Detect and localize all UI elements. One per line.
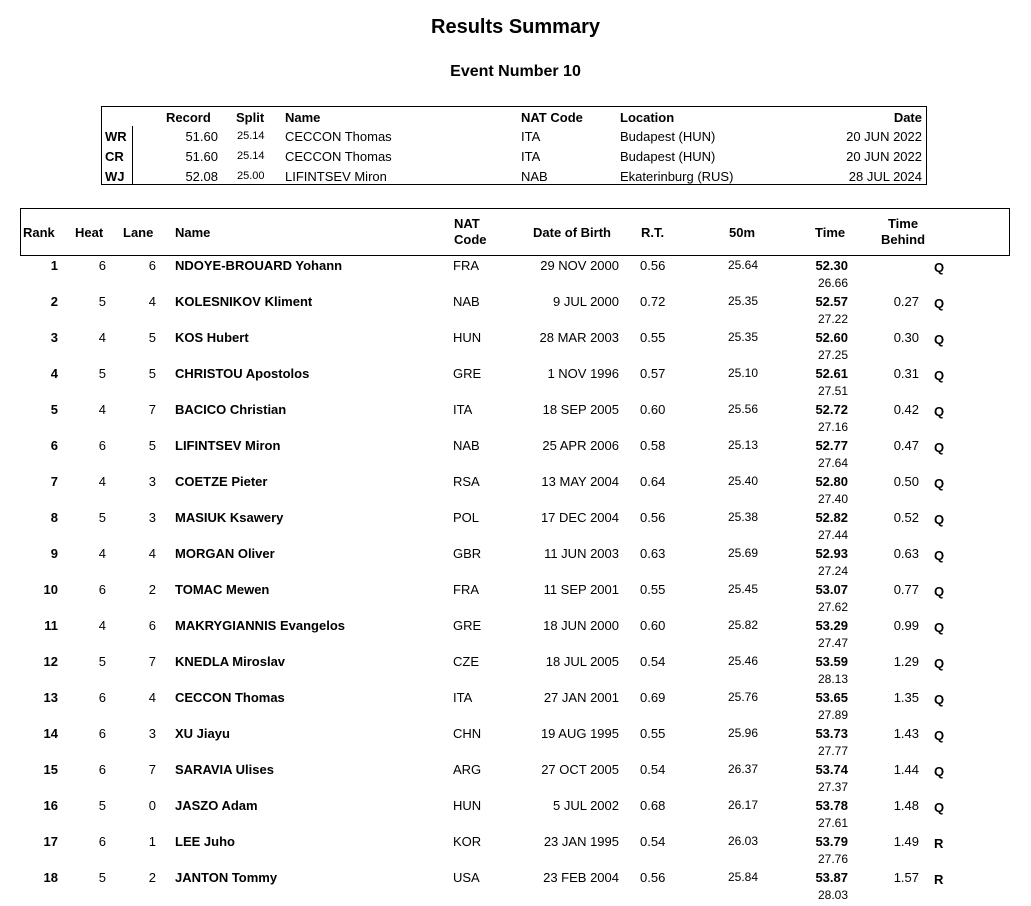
- athlete-name: JANTON Tommy: [175, 870, 278, 885]
- nat-code-cell: GBR: [453, 546, 482, 561]
- qualification-mark: R: [934, 836, 944, 851]
- split-second-50-cell: 27.22: [817, 312, 848, 326]
- reaction-time-cell: 0.56: [640, 258, 666, 273]
- record-date: 28 JUL 2024: [848, 169, 922, 184]
- split-second-50-cell: 27.40: [817, 492, 848, 506]
- date-of-birth-cell: 27 OCT 2005: [541, 762, 619, 777]
- result-row: [0, 798, 1031, 834]
- lane-cell: 7: [148, 402, 156, 417]
- record-holder: LIFINTSEV Miron: [285, 169, 387, 184]
- result-row: [0, 546, 1031, 582]
- athlete-name: JASZO Adam: [175, 798, 258, 813]
- split-second-50-cell: 27.76: [817, 852, 848, 866]
- heat-cell: 6: [98, 834, 106, 849]
- time-behind-cell: 0.27: [893, 294, 919, 309]
- result-row: [0, 474, 1031, 510]
- nat-code-cell: NAB: [453, 438, 480, 453]
- qualification-mark: Q: [934, 512, 945, 527]
- split-second-50-cell: 27.16: [817, 420, 848, 434]
- record-time: 51.60: [185, 149, 218, 164]
- lane-cell: 0: [148, 798, 156, 813]
- lane-cell: 4: [148, 294, 156, 309]
- split-50m-cell: 25.46: [727, 654, 758, 668]
- lane-cell: 4: [148, 690, 156, 705]
- record-date: 20 JUN 2022: [846, 149, 922, 164]
- reaction-time-cell: 0.63: [640, 546, 666, 561]
- athlete-name: KOLESNIKOV Kliment: [175, 294, 313, 309]
- athlete-name: MORGAN Oliver: [175, 546, 275, 561]
- reaction-time-cell: 0.64: [640, 474, 666, 489]
- rank-cell: 3: [50, 330, 58, 345]
- record-location: Ekaterinburg (RUS): [620, 169, 734, 184]
- heat-cell: 4: [98, 402, 106, 417]
- heat-cell: 5: [98, 798, 106, 813]
- time-behind-cell: 0.31: [893, 366, 919, 381]
- qualification-mark: Q: [934, 656, 945, 671]
- record-code: WR: [105, 129, 127, 144]
- date-of-birth-cell: 11 JUN 2003: [544, 546, 619, 561]
- lane-cell: 6: [148, 618, 156, 633]
- col-50m: 50m: [729, 225, 756, 240]
- heat-cell: 6: [98, 258, 106, 273]
- reaction-time-cell: 0.54: [640, 762, 666, 777]
- heat-cell: 5: [98, 870, 106, 885]
- final-time-cell: 52.61: [815, 366, 848, 381]
- qualification-mark: Q: [934, 764, 945, 779]
- time-behind-cell: 0.42: [893, 402, 919, 417]
- qualification-mark: Q: [934, 260, 945, 275]
- time-behind-cell: 1.49: [893, 834, 919, 849]
- reaction-time-cell: 0.54: [640, 654, 666, 669]
- qualification-mark: Q: [934, 584, 945, 599]
- page-title: Results Summary: [431, 16, 600, 38]
- split-50m-cell: 25.10: [727, 366, 758, 380]
- heat-cell: 5: [98, 366, 106, 381]
- split-50m-cell: 26.03: [727, 834, 758, 848]
- split-50m-cell: 25.76: [727, 690, 758, 704]
- date-of-birth-cell: 9 JUL 2000: [552, 294, 619, 309]
- time-behind-cell: 0.30: [893, 330, 919, 345]
- time-behind-cell: 0.47: [893, 438, 919, 453]
- qualification-mark: Q: [934, 728, 945, 743]
- qualification-mark: Q: [934, 440, 945, 455]
- time-behind-cell: 1.57: [893, 870, 919, 885]
- nat-code-cell: NAB: [453, 294, 480, 309]
- nat-code-cell: HUN: [453, 798, 482, 813]
- final-time-cell: 52.93: [815, 546, 848, 561]
- result-row: [0, 582, 1031, 618]
- event-number: Event Number 10: [450, 63, 581, 80]
- date-of-birth-cell: 25 APR 2006: [542, 438, 619, 453]
- qualification-mark: Q: [934, 548, 945, 563]
- final-time-cell: 52.57: [815, 294, 848, 309]
- qualification-mark: Q: [934, 476, 945, 491]
- rank-cell: 8: [50, 510, 58, 525]
- reaction-time-cell: 0.60: [640, 618, 666, 633]
- final-time-cell: 53.07: [815, 582, 848, 597]
- final-time-cell: 52.60: [815, 330, 848, 345]
- col-time: Time: [815, 225, 846, 240]
- heat-cell: 4: [98, 546, 106, 561]
- results-header: [20, 208, 1010, 256]
- nat-code-cell: POL: [453, 510, 480, 525]
- nat-code-cell: CZE: [453, 654, 479, 669]
- split-50m-cell: 25.38: [727, 510, 758, 524]
- athlete-name: BACICO Christian: [175, 402, 287, 417]
- reaction-time-cell: 0.69: [640, 690, 666, 705]
- result-row: [0, 762, 1031, 798]
- nat-code-cell: ITA: [453, 402, 473, 417]
- record-nat: NAB: [521, 169, 548, 184]
- split-50m-cell: 26.17: [727, 798, 758, 812]
- result-row: [0, 726, 1031, 762]
- heat-cell: 5: [98, 654, 106, 669]
- qualification-mark: Q: [934, 332, 945, 347]
- split-50m-cell: 25.35: [727, 330, 758, 344]
- rank-cell: 2: [50, 294, 58, 309]
- rank-cell: 16: [43, 798, 58, 813]
- reaction-time-cell: 0.68: [640, 798, 666, 813]
- nat-code-cell: ITA: [453, 690, 473, 705]
- final-time-cell: 53.87: [815, 870, 848, 885]
- qualification-mark: Q: [934, 296, 945, 311]
- col-heat: Heat: [75, 225, 104, 240]
- split-second-50-cell: 27.89: [817, 708, 848, 722]
- rank-cell: 12: [43, 654, 58, 669]
- rank-cell: 18: [43, 870, 58, 885]
- athlete-name: KOS Hubert: [175, 330, 249, 345]
- col-name: Name: [175, 225, 211, 240]
- qualification-mark: Q: [934, 620, 945, 635]
- reaction-time-cell: 0.55: [640, 330, 666, 345]
- rank-cell: 11: [44, 618, 58, 633]
- split-50m-cell: 25.69: [727, 546, 758, 560]
- date-of-birth-cell: 18 JUL 2005: [545, 654, 619, 669]
- col-lane: Lane: [123, 225, 154, 240]
- heat-cell: 5: [98, 510, 106, 525]
- record-row: [102, 169, 926, 189]
- nat-code-cell: CHN: [453, 726, 482, 741]
- reaction-time-cell: 0.60: [640, 402, 666, 417]
- date-of-birth-cell: 11 SEP 2001: [543, 582, 619, 597]
- record-split: 25.14: [237, 150, 265, 162]
- rank-cell: 9: [50, 546, 58, 561]
- final-time-cell: 53.79: [815, 834, 848, 849]
- reaction-time-cell: 0.55: [640, 726, 666, 741]
- final-time-cell: 52.80: [815, 474, 848, 489]
- athlete-name: COETZE Pieter: [175, 474, 268, 489]
- final-time-cell: 53.59: [815, 654, 848, 669]
- result-row: [0, 438, 1031, 474]
- record-row: [102, 129, 926, 149]
- records-table: [101, 106, 927, 185]
- heat-cell: 6: [98, 582, 106, 597]
- date-of-birth-cell: 17 DEC 2004: [540, 510, 619, 525]
- record-code: WJ: [105, 169, 125, 184]
- nat-code-cell: FRA: [453, 258, 479, 273]
- result-row: [0, 654, 1031, 690]
- result-row: [0, 690, 1031, 726]
- date-of-birth-cell: 5 JUL 2002: [552, 798, 619, 813]
- athlete-name: MAKRYGIANNIS Evangelos: [175, 618, 345, 633]
- athlete-name: SARAVIA Ulises: [175, 762, 274, 777]
- lane-cell: 2: [148, 582, 156, 597]
- col-behind-line1: Time: [887, 216, 919, 231]
- rank-cell: 1: [50, 258, 58, 273]
- heat-cell: 4: [98, 474, 106, 489]
- lane-cell: 5: [148, 366, 156, 381]
- date-of-birth-cell: 29 NOV 2000: [540, 258, 619, 273]
- date-of-birth-cell: 28 MAR 2003: [539, 330, 619, 345]
- qualification-mark: Q: [934, 692, 945, 707]
- time-behind-cell: 0.50: [893, 474, 919, 489]
- heat-cell: 6: [98, 438, 106, 453]
- heat-cell: 4: [98, 330, 106, 345]
- records-col-nat: NAT Code: [521, 110, 583, 125]
- split-second-50-cell: 27.64: [817, 456, 848, 470]
- date-of-birth-cell: 19 AUG 1995: [540, 726, 619, 741]
- nat-code-cell: RSA: [453, 474, 480, 489]
- split-50m-cell: 25.45: [727, 582, 758, 596]
- split-second-50-cell: 27.51: [817, 384, 848, 398]
- split-second-50-cell: 27.77: [817, 744, 848, 758]
- split-50m-cell: 25.13: [727, 438, 758, 452]
- nat-code-cell: ARG: [453, 762, 482, 777]
- lane-cell: 4: [148, 546, 156, 561]
- col-nat-line1: NAT: [454, 216, 480, 231]
- final-time-cell: 53.65: [815, 690, 848, 705]
- reaction-time-cell: 0.54: [640, 834, 666, 849]
- split-second-50-cell: 27.24: [817, 564, 848, 578]
- time-behind-cell: 1.35: [893, 690, 919, 705]
- qualification-mark: R: [934, 872, 944, 887]
- split-second-50-cell: 27.25: [817, 348, 848, 362]
- split-second-50-cell: 27.62: [817, 600, 848, 614]
- final-time-cell: 52.82: [815, 510, 848, 525]
- record-nat: ITA: [521, 129, 541, 144]
- record-row: [102, 149, 926, 169]
- date-of-birth-cell: 23 FEB 2004: [543, 870, 619, 885]
- athlete-name: KNEDLA Miroslav: [175, 654, 286, 669]
- records-col-location: Location: [620, 110, 675, 125]
- col-dob: Date of Birth: [533, 225, 611, 240]
- split-50m-cell: 25.56: [727, 402, 758, 416]
- date-of-birth-cell: 23 JAN 1995: [543, 834, 619, 849]
- nat-code-cell: GRE: [453, 366, 482, 381]
- rank-cell: 10: [43, 582, 58, 597]
- lane-cell: 5: [148, 330, 156, 345]
- reaction-time-cell: 0.58: [640, 438, 666, 453]
- time-behind-cell: 0.99: [893, 618, 919, 633]
- result-row: [0, 258, 1031, 294]
- record-split: 25.14: [237, 130, 265, 142]
- record-holder: CECCON Thomas: [285, 149, 392, 164]
- heat-cell: 4: [98, 618, 106, 633]
- rank-cell: 7: [50, 474, 58, 489]
- split-second-50-cell: 27.61: [817, 816, 848, 830]
- result-row: [0, 366, 1031, 402]
- final-time-cell: 52.72: [815, 402, 848, 417]
- record-location: Budapest (HUN): [620, 149, 716, 164]
- col-time-behind: [871, 216, 935, 248]
- nat-code-cell: KOR: [453, 834, 482, 849]
- time-behind-cell: 1.29: [893, 654, 919, 669]
- time-behind-cell: 1.48: [893, 798, 919, 813]
- split-50m-cell: 25.35: [727, 294, 758, 308]
- record-split: 25.00: [237, 170, 265, 182]
- athlete-name: NDOYE-BROUARD Yohann: [175, 258, 343, 273]
- reaction-time-cell: 0.56: [640, 870, 666, 885]
- nat-code-cell: USA: [453, 870, 480, 885]
- result-row: [0, 834, 1031, 870]
- time-behind-cell: 0.63: [893, 546, 919, 561]
- split-second-50-cell: 27.47: [817, 636, 848, 650]
- col-rt: R.T.: [641, 225, 665, 240]
- col-nat-line2: Code: [454, 232, 487, 247]
- lane-cell: 7: [148, 654, 156, 669]
- time-behind-cell: 1.43: [893, 726, 919, 741]
- record-time: 52.08: [185, 169, 218, 184]
- record-holder: CECCON Thomas: [285, 129, 392, 144]
- split-50m-cell: 25.96: [727, 726, 758, 740]
- time-behind-cell: 0.77: [893, 582, 919, 597]
- split-second-50-cell: 27.44: [817, 528, 848, 542]
- qualification-mark: Q: [934, 404, 945, 419]
- athlete-name: LEE Juho: [175, 834, 235, 849]
- date-of-birth-cell: 13 MAY 2004: [541, 474, 619, 489]
- final-time-cell: 52.30: [815, 258, 848, 273]
- rank-cell: 14: [43, 726, 58, 741]
- athlete-name: TOMAC Mewen: [175, 582, 270, 597]
- reaction-time-cell: 0.55: [640, 582, 666, 597]
- athlete-name: CECCON Thomas: [175, 690, 285, 705]
- records-col-record: Record: [166, 110, 211, 125]
- lane-cell: 2: [148, 870, 156, 885]
- records-col-split: Split: [236, 110, 265, 125]
- split-second-50-cell: 27.37: [817, 780, 848, 794]
- rank-cell: 5: [50, 402, 58, 417]
- final-time-cell: 53.73: [815, 726, 848, 741]
- heat-cell: 6: [98, 690, 106, 705]
- col-nat-code: [454, 216, 487, 248]
- result-row: [0, 402, 1031, 438]
- nat-code-cell: HUN: [453, 330, 482, 345]
- split-second-50-cell: 26.66: [817, 276, 848, 290]
- rank-cell: 6: [50, 438, 58, 453]
- reaction-time-cell: 0.72: [640, 294, 666, 309]
- final-time-cell: 52.77: [815, 438, 848, 453]
- time-behind-cell: 0.52: [893, 510, 919, 525]
- final-time-cell: 53.78: [815, 798, 848, 813]
- record-code: CR: [105, 149, 124, 164]
- lane-cell: 6: [148, 258, 156, 273]
- record-date: 20 JUN 2022: [846, 129, 922, 144]
- rank-cell: 15: [43, 762, 58, 777]
- record-nat: ITA: [521, 149, 541, 164]
- col-behind-line2: Behind: [880, 232, 926, 247]
- athlete-name: XU Jiayu: [175, 726, 230, 741]
- date-of-birth-cell: 27 JAN 2001: [543, 690, 619, 705]
- qualification-mark: Q: [934, 800, 945, 815]
- date-of-birth-cell: 1 NOV 1996: [547, 366, 619, 381]
- result-row: [0, 330, 1031, 366]
- heat-cell: 5: [98, 294, 106, 309]
- col-rank: Rank: [23, 225, 55, 240]
- nat-code-cell: GRE: [453, 618, 482, 633]
- result-row: [0, 294, 1031, 330]
- date-of-birth-cell: 18 JUN 2000: [543, 618, 619, 633]
- split-second-50-cell: 28.03: [817, 888, 848, 902]
- heat-cell: 6: [98, 726, 106, 741]
- split-50m-cell: 25.40: [727, 474, 758, 488]
- time-behind-cell: 1.44: [893, 762, 919, 777]
- athlete-name: CHRISTOU Apostolos: [175, 366, 310, 381]
- split-50m-cell: 25.64: [727, 258, 758, 272]
- split-50m-cell: 26.37: [727, 762, 758, 776]
- result-row: [0, 618, 1031, 654]
- rank-cell: 4: [50, 366, 58, 381]
- date-of-birth-cell: 18 SEP 2005: [542, 402, 619, 417]
- athlete-name: MASIUK Ksawery: [175, 510, 284, 525]
- split-50m-cell: 25.82: [727, 618, 758, 632]
- lane-cell: 7: [148, 762, 156, 777]
- result-row: [0, 510, 1031, 546]
- nat-code-cell: FRA: [453, 582, 479, 597]
- records-col-name: Name: [285, 110, 321, 125]
- lane-cell: 3: [148, 474, 156, 489]
- final-time-cell: 53.74: [815, 762, 848, 777]
- split-50m-cell: 25.84: [727, 870, 758, 884]
- athlete-name: LIFINTSEV Miron: [175, 438, 281, 453]
- lane-cell: 3: [148, 510, 156, 525]
- lane-cell: 5: [148, 438, 156, 453]
- split-second-50-cell: 28.13: [817, 672, 848, 686]
- record-location: Budapest (HUN): [620, 129, 716, 144]
- final-time-cell: 53.29: [815, 618, 848, 633]
- heat-cell: 6: [98, 762, 106, 777]
- rank-cell: 17: [43, 834, 58, 849]
- reaction-time-cell: 0.56: [640, 510, 666, 525]
- rank-cell: 13: [43, 690, 58, 705]
- qualification-mark: Q: [934, 368, 945, 383]
- lane-cell: 3: [148, 726, 156, 741]
- records-col-date: Date: [893, 110, 922, 125]
- record-time: 51.60: [185, 129, 218, 144]
- lane-cell: 1: [148, 834, 156, 849]
- reaction-time-cell: 0.57: [640, 366, 666, 381]
